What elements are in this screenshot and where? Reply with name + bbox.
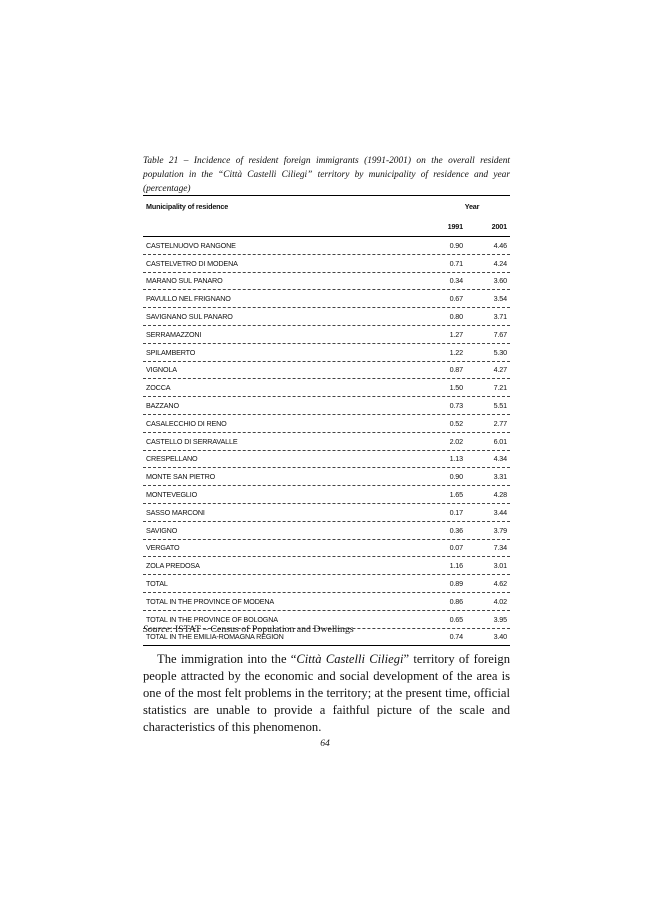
municipality-cell: VERGATO xyxy=(146,543,180,553)
municipality-cell: SAVIGNANO SUL PANARO xyxy=(146,312,233,322)
value-2001-cell: 5.51 xyxy=(493,401,507,411)
value-1991-cell: 1.65 xyxy=(449,490,463,500)
table-row xyxy=(143,290,510,308)
table-row xyxy=(143,522,510,540)
table-row xyxy=(143,433,510,451)
header-year: Year xyxy=(464,202,480,211)
table-body xyxy=(143,237,510,646)
municipality-cell: TOTAL IN THE PROVINCE OF MODENA xyxy=(146,596,275,606)
value-2001-cell: 7.34 xyxy=(493,543,507,553)
value-2001-cell: 4.46 xyxy=(493,240,507,250)
table-row xyxy=(143,308,510,326)
value-2001-cell: 3.71 xyxy=(493,312,507,322)
page-number: 64 xyxy=(320,738,330,749)
table-row xyxy=(143,273,510,291)
value-1991-cell: 0.74 xyxy=(449,632,463,642)
source-label: Source xyxy=(143,624,170,635)
value-1991-cell: 0.67 xyxy=(449,294,463,304)
municipality-cell: SPILAMBERTO xyxy=(146,347,196,357)
value-1991-cell: 1.27 xyxy=(449,329,463,339)
value-1991-cell: 0.52 xyxy=(449,418,463,428)
table-year-row xyxy=(143,217,510,237)
value-1991-cell: 0.90 xyxy=(449,240,463,250)
table-row xyxy=(143,540,510,558)
value-2001-cell: 6.01 xyxy=(493,436,507,446)
municipality-cell: CRESPELLANO xyxy=(146,454,198,464)
municipality-cell: TOTAL xyxy=(146,579,168,589)
value-1991-cell: 1.16 xyxy=(449,561,463,571)
municipality-cell: CASTELLO DI SERRAVALLE xyxy=(146,436,238,446)
municipality-cell: ZOCCA xyxy=(146,383,171,393)
municipality-cell: ZOLA PREDOSA xyxy=(146,561,200,571)
value-2001-cell: 3.54 xyxy=(493,294,507,304)
value-2001-cell: 4.28 xyxy=(493,490,507,500)
table-row xyxy=(143,415,510,433)
source-text: : ISTAT – Census of Population and Dwellings xyxy=(169,624,354,635)
municipality-cell: CASTELVETRO DI MODENA xyxy=(146,258,238,268)
table-row xyxy=(143,575,510,593)
table-source xyxy=(143,624,510,635)
table-row xyxy=(143,362,510,380)
value-2001-cell: 4.02 xyxy=(493,596,507,606)
value-2001-cell: 3.01 xyxy=(493,561,507,571)
table-header-row xyxy=(143,196,510,217)
value-2001-cell: 5.30 xyxy=(493,347,507,357)
municipality-cell: VIGNOLA xyxy=(146,365,177,375)
value-2001-cell: 4.34 xyxy=(493,454,507,464)
municipality-cell: TOTAL IN THE EMILIA-ROMAGNA REGION xyxy=(146,632,284,642)
header-year-1991: 1991 xyxy=(447,222,463,231)
table-row xyxy=(143,397,510,415)
municipality-cell: CASTELNUOVO RANGONE xyxy=(146,240,236,250)
municipality-cell: MONTE SAN PIETRO xyxy=(146,472,216,482)
value-1991-cell: 0.17 xyxy=(449,507,463,517)
municipality-cell: MONTEVEGLIO xyxy=(146,490,198,500)
value-1991-cell: 0.80 xyxy=(449,312,463,322)
value-1991-cell: 0.65 xyxy=(449,614,463,624)
value-2001-cell: 7.67 xyxy=(493,329,507,339)
value-1991-cell: 0.89 xyxy=(449,579,463,589)
municipality-cell: BAZZANO xyxy=(146,401,179,411)
value-2001-cell: 4.62 xyxy=(493,579,507,589)
table-row xyxy=(143,344,510,362)
value-2001-cell: 3.79 xyxy=(493,525,507,535)
value-1991-cell: 0.73 xyxy=(449,401,463,411)
value-1991-cell: 0.34 xyxy=(449,276,463,286)
table-row xyxy=(143,504,510,522)
value-1991-cell: 0.90 xyxy=(449,472,463,482)
value-1991-cell: 0.87 xyxy=(449,365,463,375)
table-row xyxy=(143,593,510,611)
table-row xyxy=(143,468,510,486)
value-1991-cell: 2.02 xyxy=(449,436,463,446)
value-1991-cell: 0.86 xyxy=(449,596,463,606)
municipality-cell: PAVULLO NEL FRIGNANO xyxy=(146,294,231,304)
value-2001-cell: 3.60 xyxy=(493,276,507,286)
municipality-cell: SASSO MARCONI xyxy=(146,507,205,517)
value-1991-cell: 0.07 xyxy=(449,543,463,553)
body-text-italic: Città Castelli Ciliegi xyxy=(296,652,404,666)
municipality-cell: TOTAL IN THE PROVINCE OF BOLOGNA xyxy=(146,614,278,624)
value-1991-cell: 1.50 xyxy=(449,383,463,393)
value-1991-cell: 0.71 xyxy=(449,258,463,268)
municipality-cell: SAVIGNO xyxy=(146,525,178,535)
value-2001-cell: 4.24 xyxy=(493,258,507,268)
value-1991-cell: 1.13 xyxy=(449,454,463,464)
table-row xyxy=(143,451,510,469)
header-year-2001: 2001 xyxy=(491,222,507,231)
value-2001-cell: 3.95 xyxy=(493,614,507,624)
table-row xyxy=(143,326,510,344)
table-row xyxy=(143,237,510,255)
table-row xyxy=(143,255,510,273)
value-2001-cell: 4.27 xyxy=(493,365,507,375)
body-text-part2: ” territory of foreign people attracted by the economic and social development of the area is one of the most felt problems in the territory; at the present time, official statistics are unable to provide a faithful picture of the scale and characteristics of this phenomenon. xyxy=(143,652,510,734)
municipality-cell: MARANO SUL PANARO xyxy=(146,276,223,286)
body-text-part1: The immigration into the “ xyxy=(157,652,297,666)
value-2001-cell: 3.44 xyxy=(493,507,507,517)
table-row xyxy=(143,486,510,504)
table-row xyxy=(143,379,510,397)
value-2001-cell: 3.40 xyxy=(493,632,507,642)
value-1991-cell: 0.36 xyxy=(449,525,463,535)
municipality-cell: CASALECCHIO DI RENO xyxy=(146,418,227,428)
header-municipality: Municipality of residence xyxy=(146,202,229,211)
value-2001-cell: 3.31 xyxy=(493,472,507,482)
value-2001-cell: 2.77 xyxy=(493,418,507,428)
body-paragraph xyxy=(143,651,510,736)
table-row xyxy=(143,557,510,575)
immigration-table xyxy=(143,195,510,646)
value-2001-cell: 7.21 xyxy=(493,383,507,393)
municipality-cell: SERRAMAZZONI xyxy=(146,329,202,339)
table-caption: Table 21 – Incidence of resident foreign immigrants (1991-2001) on the overall resident population in the “Città Castelli Ciliegi” territory by municipality of residence and year (percentage) xyxy=(143,156,510,194)
value-1991-cell: 1.22 xyxy=(449,347,463,357)
